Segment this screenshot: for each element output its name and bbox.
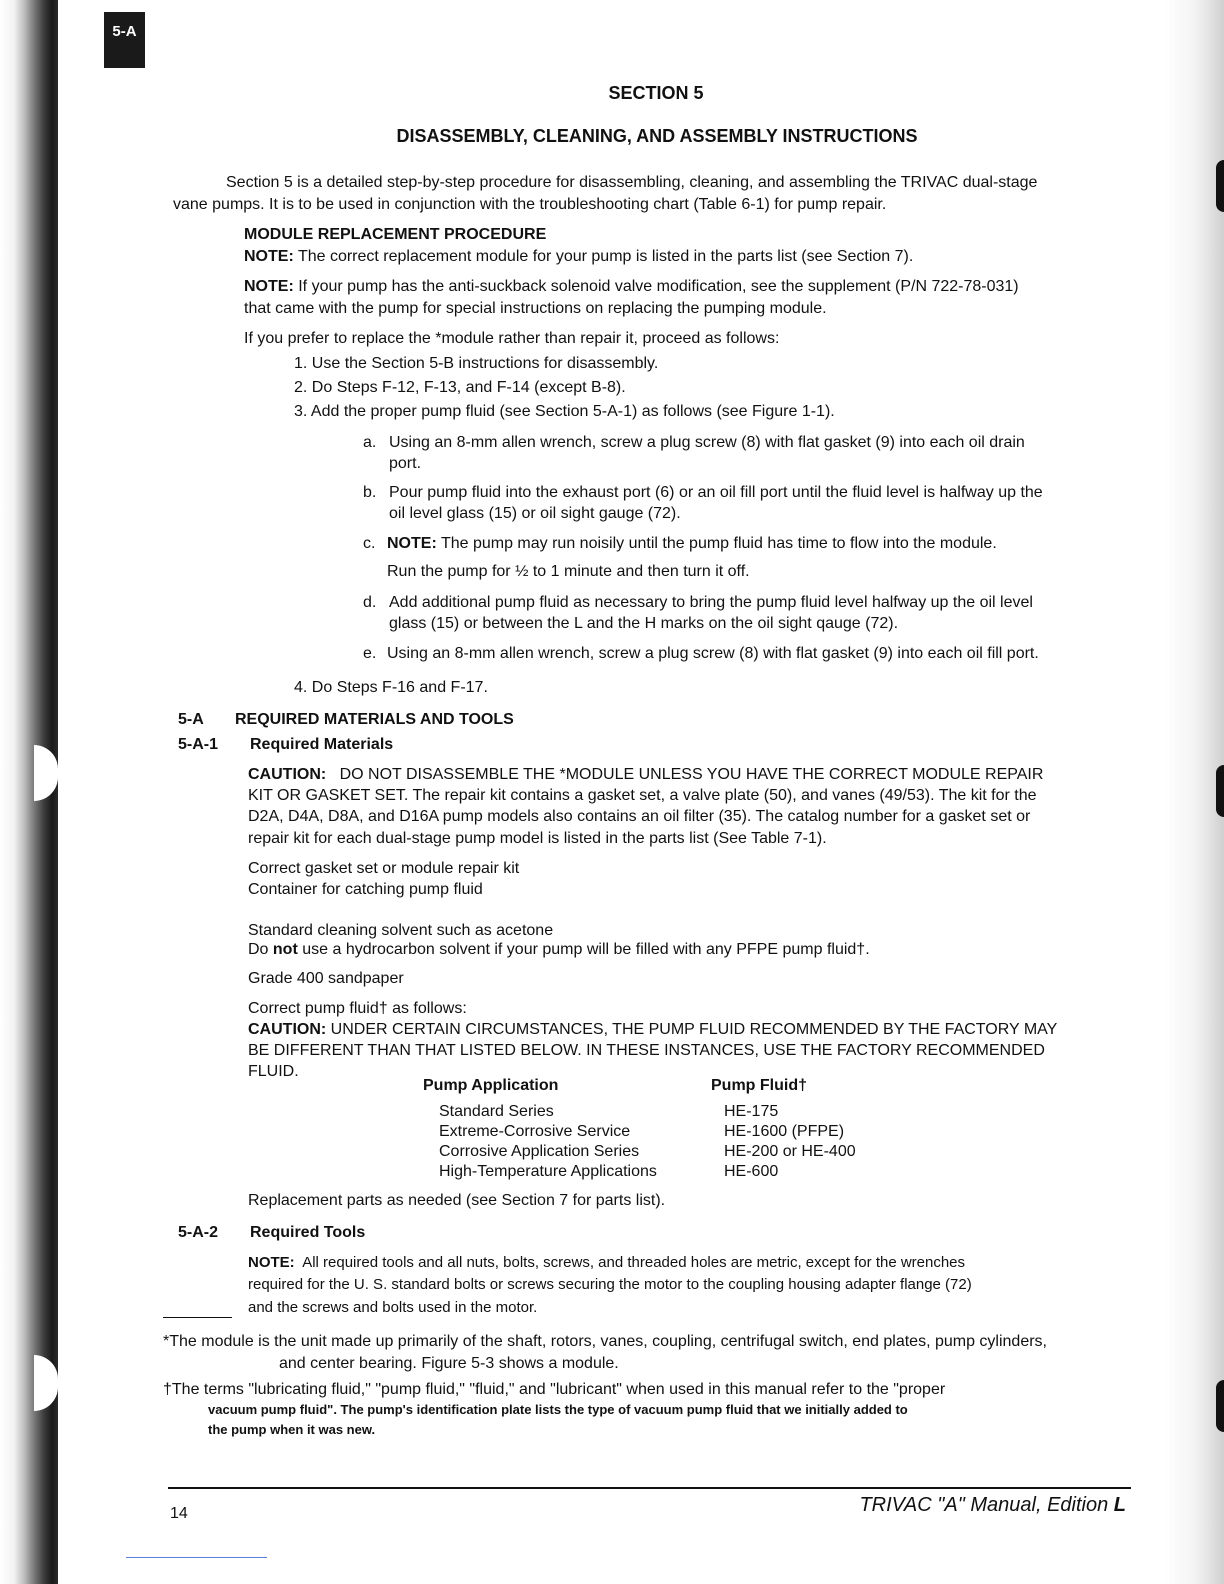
subsection-heading: Required Materials (250, 736, 394, 753)
fluid-table-fluids (724, 1102, 856, 1182)
substep-d-line: glass (15) or between the L and the H marks on the oil sight qauge (72). (389, 615, 899, 632)
tools-note-line: and the screws and bolts used in the motor. (248, 1299, 538, 1316)
material-item: Correct gasket set or module repair kit (248, 860, 520, 877)
footnote-fluid: the pump when it was new. (208, 1422, 376, 1437)
material-item: Container for catching pump fluid (248, 881, 483, 898)
binder-hole (34, 1355, 58, 1411)
substep-b-line: oil level glass (15) or oil sight gauge (72). (389, 505, 681, 522)
fluid-table-header: Pump Fluid† (711, 1077, 807, 1094)
module-replacement-heading: MODULE REPLACEMENT PROCEDURE (244, 226, 547, 243)
binder-hole (34, 745, 58, 801)
note-label: NOTE: (387, 535, 437, 552)
substep-b-line: Pour pump fluid into the exhaust port (6) or an oil fill port until the fluid level is halfway up the (389, 484, 1043, 501)
step-text: Add the proper pump fluid (see Section 5-A-1) as follows (see Figure 1-1). (310, 403, 835, 420)
punch-hole (1216, 1380, 1224, 1432)
step-4 (294, 677, 488, 698)
step-text: Do Steps F-12, F-13, and F-14 (except B-8). (311, 379, 626, 396)
step-text: Use the Section 5-B instructions for disassembly. (311, 355, 659, 372)
caution-line: D2A, D4A, D8A, and D16A pump models also contains an oil filter (35). The catalog number for a gasket set or (248, 808, 1031, 825)
section-title: SECTION 5 (608, 83, 704, 103)
table-cell: Standard Series (439, 1103, 554, 1120)
note-text: The pump may run noisily until the pump fluid has time to flow into the module. (440, 535, 997, 552)
substep-c-line: Run the pump for ½ to 1 minute and then turn it off. (387, 563, 750, 580)
substep-e-line: Using an 8-mm allen wrench, screw a plug screw (8) with flat gasket (9) into each oil fill port. (387, 645, 1039, 662)
substep-letter: b. (363, 484, 377, 501)
substep-a-line: port. (389, 455, 422, 472)
subsection-number: 5-A-1 (178, 736, 219, 753)
section-number: 5-A (178, 711, 204, 728)
section-tab: 5-A (104, 12, 145, 68)
page-number: 14 (170, 1505, 188, 1522)
table-cell: HE-200 or HE-400 (724, 1143, 856, 1160)
footer-rule (168, 1487, 1131, 1489)
fluid-table-applications (439, 1102, 657, 1182)
punch-hole (1216, 160, 1224, 212)
tools-note-line (248, 1252, 965, 1273)
caution-text: DO NOT DISASSEMBLE THE *MODULE UNLESS YOU HAVE THE CORRECT MODULE REPAIR (339, 766, 1044, 783)
caution-label: CAUTION: (248, 766, 327, 783)
substep-letter: c. (363, 535, 376, 552)
step-3 (294, 401, 835, 422)
substep-letter: a. (363, 434, 377, 451)
intro-line: vane pumps. It is to be used in conjunction with the troubleshooting chart (Table 6-1) for pump repair. (173, 196, 887, 213)
table-cell: High-Temperature Applications (439, 1163, 657, 1180)
table-cell: HE-1600 (PFPE) (724, 1123, 845, 1140)
caution-text: UNDER CERTAIN CIRCUMSTANCES, THE PUMP FLUID RECOMMENDED BY THE FACTORY MAY (330, 1021, 1058, 1038)
subsection-number: 5-A-2 (178, 1224, 219, 1241)
material-item: Correct pump fluid† as follows: (248, 1000, 467, 1017)
table-cell: HE-600 (724, 1163, 779, 1180)
substep-a-line: Using an 8-mm allen wrench, screw a plug screw (8) with flat gasket (9) into each oil drain (389, 434, 1025, 451)
step-1 (294, 353, 658, 374)
solvent-note (248, 939, 870, 960)
substep-letter: d. (363, 594, 377, 611)
manual-title-text: TRIVAC "A" Manual, Edition (859, 1494, 1109, 1516)
caution-line (248, 1019, 1057, 1040)
fluid-table-header: Pump Application (423, 1077, 559, 1094)
step-text: Do Steps F-16 and F-17. (311, 679, 488, 696)
footnote-fluid: †The terms "lubricating fluid," "pump fluid," "fluid," and "lubricant" when used in this manual refer to the "proper (163, 1381, 946, 1398)
tools-note-line: required for the U. S. standard bolts or screws securing the motor to the coupling housing adapter flange (72) (248, 1276, 972, 1293)
edition-letter: L (1113, 1494, 1126, 1516)
substep-d-line: Add additional pump fluid as necessary to bring the pump fluid level halfway up the oil level (389, 594, 1033, 611)
main-heading: DISASSEMBLY, CLEANING, AND ASSEMBLY INSTRUCTIONS (396, 126, 918, 146)
note-label: NOTE: (244, 278, 294, 295)
step-number: 4. (294, 679, 308, 696)
prefer-line: If you prefer to replace the *module rather than repair it, proceed as follows: (244, 330, 780, 347)
scan-artifact-line (126, 1557, 267, 1558)
substep-letter: e. (363, 645, 377, 662)
note-2 (244, 276, 1019, 297)
material-item: Standard cleaning solvent such as acetone (248, 922, 554, 939)
section-heading: REQUIRED MATERIALS AND TOOLS (235, 711, 514, 728)
material-item: Replacement parts as needed (see Section 7 for parts list). (248, 1192, 666, 1209)
footnote-fluid: vacuum pump fluid". The pump's identification plate lists the type of vacuum pump fluid that we initially added to (208, 1402, 908, 1417)
solvent-note-text: use a hydrocarbon solvent if your pump will be filled with any PFPE pump fluid†. (302, 941, 870, 958)
intro-line: Section 5 is a detailed step-by-step procedure for disassembling, cleaning, and assembling the TRIVAC dual-stage (226, 174, 1038, 191)
note-label: NOTE: (248, 1254, 295, 1271)
note-1 (244, 246, 913, 267)
caution-line: KIT OR GASKET SET. The repair kit contains a gasket set, a valve plate (50), and vanes (49/53). The kit for the (248, 787, 1037, 804)
step-number: 1. (294, 355, 308, 372)
note-text: All required tools and all nuts, bolts, screws, and threaded holes are metric, except for the wrenches (302, 1254, 966, 1271)
subsection-heading: Required Tools (250, 1224, 366, 1241)
caution-line (248, 764, 1043, 785)
note-label: NOTE: (244, 248, 294, 265)
punch-hole (1216, 765, 1224, 817)
solvent-note-emphasis: not (272, 941, 298, 958)
binder-edge (0, 0, 58, 1584)
footnote-rule (163, 1317, 232, 1318)
solvent-note-text: Do (248, 941, 269, 958)
note-text: The correct replacement module for your pump is listed in the parts list (see Section 7). (297, 248, 914, 265)
manual-title (820, 1495, 1126, 1516)
note-text: If your pump has the anti-suckback solenoid valve modification, see the supplement (P/N 722-78-031) (298, 278, 1019, 295)
step-number: 2. (294, 379, 308, 396)
substep-c-line (387, 533, 997, 554)
caution-line: FLUID. (248, 1063, 299, 1080)
footnote-module: *The module is the unit made up primarily of the shaft, rotors, vanes, coupling, centrifugal switch, end plates, pump cylinders, (163, 1333, 1047, 1350)
table-cell: Corrosive Application Series (439, 1143, 640, 1160)
page-edge-shadow (1164, 0, 1224, 1584)
footnote-module: and center bearing. Figure 5-3 shows a module. (279, 1355, 619, 1372)
table-cell: Extreme-Corrosive Service (439, 1123, 631, 1140)
caution-line: BE DIFFERENT THAN THAT LISTED BELOW. IN THESE INSTANCES, USE THE FACTORY RECOMMENDED (248, 1042, 1045, 1059)
material-item: Grade 400 sandpaper (248, 970, 404, 987)
step-2 (294, 377, 626, 398)
caution-line: repair kit for each dual-stage pump model is listed in the parts list (See Table 7-1). (248, 830, 827, 847)
caution-label: CAUTION: (248, 1021, 327, 1038)
step-number: 3. (294, 403, 308, 420)
table-cell: HE-175 (724, 1103, 779, 1120)
note-2-continued: that came with the pump for special instructions on replacing the pumping module. (244, 300, 827, 317)
